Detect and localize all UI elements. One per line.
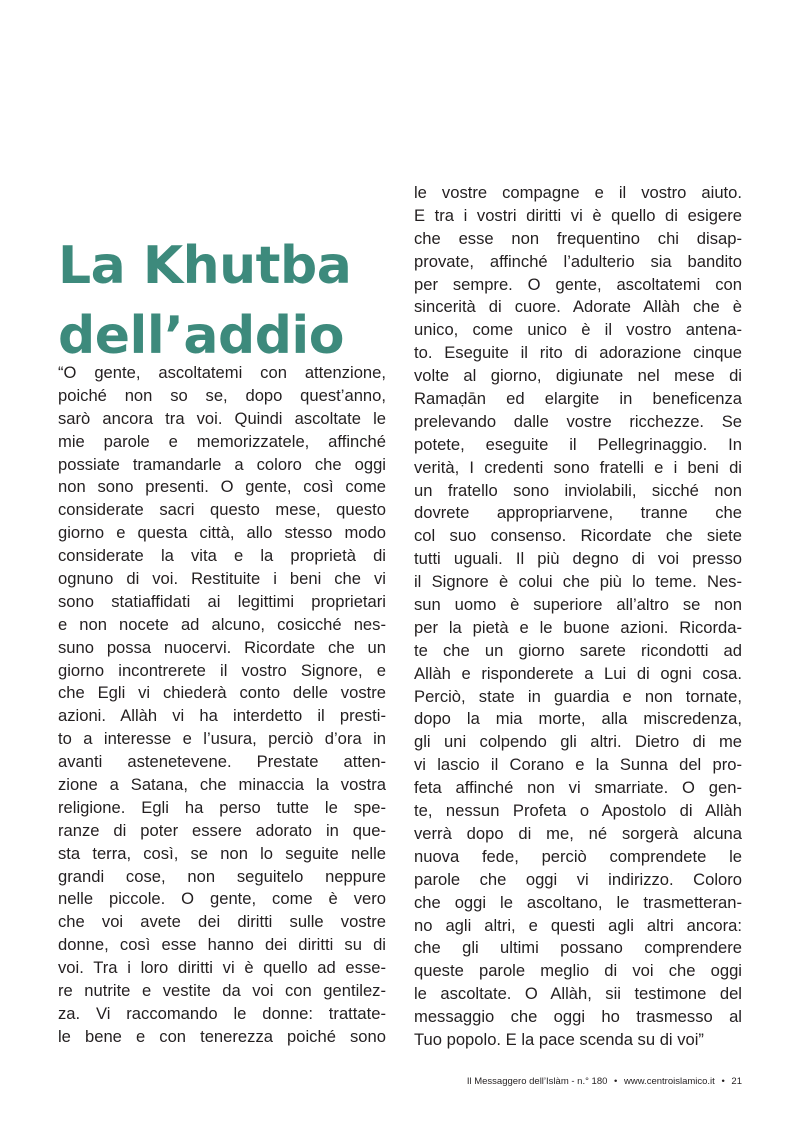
- text-line: prelevando dalle vostre ricchezze. Se: [414, 411, 742, 431]
- text-line: giorno e questa città, allo stesso modo: [58, 523, 386, 543]
- left-text-column: [58, 362, 386, 1049]
- text-line: e non nocete ad alcuno, cosicché nes-: [58, 614, 386, 634]
- text-line: to a interesse e l’usura, perciò d’ora in: [58, 729, 386, 749]
- text-line: avanti astenetevene. Prestate atten-: [58, 752, 386, 772]
- text-line: dopo la mia morte, alla miscredenza,: [414, 709, 742, 729]
- text-line: le ascoltate. O Allàh, sii testimone del: [414, 984, 742, 1004]
- text-line: che esse non frequentino chi disap-: [414, 228, 742, 248]
- text-line: considerate sacri questo mese, questo: [58, 500, 386, 520]
- footer-website[interactable]: www.centroislamico.it: [624, 1076, 715, 1087]
- title-line-1: La Khutba: [58, 235, 352, 296]
- text-line: unico, come unico è il vostro antena-: [414, 320, 742, 340]
- text-line: Tuo popolo. E la pace scenda su di voi”: [414, 1029, 704, 1049]
- text-line: Allàh e risponderete a Lui di ogni cosa.: [414, 663, 742, 683]
- text-line: zione a Satana, che minaccia la vostra: [58, 775, 386, 795]
- text-line: no agli altri, e questi agli altri ancora:: [414, 915, 742, 935]
- footer-publication: Il Messaggero dell’Islàm - n.° 180: [466, 1076, 608, 1087]
- text-line: per la pietà e le buone azioni. Ricorda-: [414, 617, 742, 637]
- text-line: per sempre. O gente, ascoltatemi con: [414, 274, 742, 294]
- text-line: volte al giorno, digiunate nel mese di: [414, 366, 742, 386]
- text-line: provate, affinché l’adulterio sia bandito: [414, 251, 742, 271]
- right-text-column: [414, 182, 742, 1052]
- text-line: mie parole e memorizzatele, affinché: [58, 431, 386, 451]
- text-line: donne, così esse hanno dei diritti su di: [58, 935, 386, 955]
- text-line: sarò ancora tra voi. Quindi ascoltate le: [58, 408, 386, 428]
- page-number: 21: [731, 1076, 742, 1087]
- text-line: te che un giorno sarete ricondotti ad: [414, 640, 742, 660]
- text-line: religione. Egli ha perso tutte le spe-: [58, 797, 386, 817]
- text-line: to. Eseguite il rito di adorazione cinque: [414, 343, 742, 363]
- text-line: gli uni colpendo gli altri. Dietro di me: [414, 732, 742, 752]
- text-line: non sono presenti. O gente, così come: [58, 477, 386, 497]
- text-line: poiché non so se, dopo quest’anno,: [58, 385, 386, 405]
- text-line: sun uomo è superiore all’altro se non: [414, 595, 742, 615]
- text-line: potete, eseguite il Pellegrinaggio. In: [414, 434, 742, 454]
- text-line: queste parole meglio di voi che oggi: [414, 961, 742, 981]
- text-line: verrà dopo di me, né sorgerà alcuna: [414, 823, 742, 843]
- text-line: che Egli vi chiederà conto delle vostre: [58, 683, 386, 703]
- text-line: azioni. Allàh vi ha interdetto il presti-: [58, 706, 386, 726]
- text-line: vi lascio il Corano e la Sunna del pro-: [414, 755, 742, 775]
- text-line: che voi avete dei diritti sulle vostre: [58, 912, 386, 932]
- text-line: suno possa nuocervi. Ricordate che un: [58, 637, 386, 657]
- text-line: parole che oggi vi indirizzo. Coloro: [414, 869, 742, 889]
- text-line: le bene e con tenerezza poiché sono: [58, 1026, 386, 1046]
- text-line: sincerità di cuore. Adorate Allàh che è: [414, 297, 742, 317]
- article-title: [58, 231, 378, 371]
- text-line: sono statiaffidati ai legittimi proprietari: [58, 591, 386, 611]
- text-line: le vostre compagne e il vostro aiuto.: [414, 183, 742, 202]
- text-line: za. Vi raccomando le donne: trattate-: [58, 1003, 386, 1023]
- footer-separator: •: [721, 1076, 725, 1087]
- text-line: che oggi le ascoltano, le trasmetteran-: [414, 892, 742, 912]
- text-line: col suo consenso. Ricordate che siete: [414, 526, 742, 546]
- text-line: grandi cose, non seguitelo neppure: [58, 866, 386, 886]
- text-line: considerate la vita e la proprietà di: [58, 546, 386, 566]
- text-line: che gli ultimi possano comprendere: [414, 938, 742, 958]
- text-line: messaggio che oggi ho trasmesso al: [414, 1007, 742, 1027]
- text-line: E tra i vostri diritti vi è quello di esigere: [414, 205, 742, 225]
- text-line: nuova fede, perciò comprendete le: [414, 846, 742, 866]
- text-line: ranze di poter essere adorato in que-: [58, 820, 386, 840]
- text-line: te, nessun Profeta o Apostolo di Allàh: [414, 801, 742, 821]
- text-line: re nutrite e vestite da voi con gentilez-: [58, 981, 386, 1001]
- text-line: voi. Tra i loro diritti vi è quello ad esse-: [58, 958, 386, 978]
- title-line-2: dell’addio: [58, 305, 344, 366]
- page-footer: [467, 1076, 742, 1087]
- text-line: sta terra, così, se non lo seguite nelle: [58, 843, 386, 863]
- footer-separator: •: [614, 1076, 618, 1087]
- text-line: Ramaḍān ed elargite in beneficenza: [414, 389, 742, 409]
- text-line: un fratello sono inviolabili, sicché non: [414, 480, 742, 500]
- text-line: tutti uguali. Il più degno di voi presso: [414, 549, 742, 569]
- text-line: verità, I credenti sono fratelli e i beni di: [414, 457, 742, 477]
- text-line: possiate tramandarle a coloro che oggi: [58, 454, 386, 474]
- text-line: “O gente, ascoltatemi con attenzione,: [58, 363, 386, 382]
- text-line: feta affinché non vi smarriate. O gen-: [414, 778, 742, 798]
- text-line: Perciò, state in guardia e non tornate,: [414, 686, 742, 706]
- text-line: dovrete appropriarvene, tranne che: [414, 503, 742, 523]
- text-line: giorno incontrerete il vostro Signore, e: [58, 660, 386, 680]
- text-line: il Signore è colui che più lo teme. Nes-: [414, 572, 742, 592]
- text-line: ognuno di voi. Restituite i beni che vi: [58, 569, 386, 589]
- text-line: nelle piccole. O gente, come è vero: [58, 889, 386, 909]
